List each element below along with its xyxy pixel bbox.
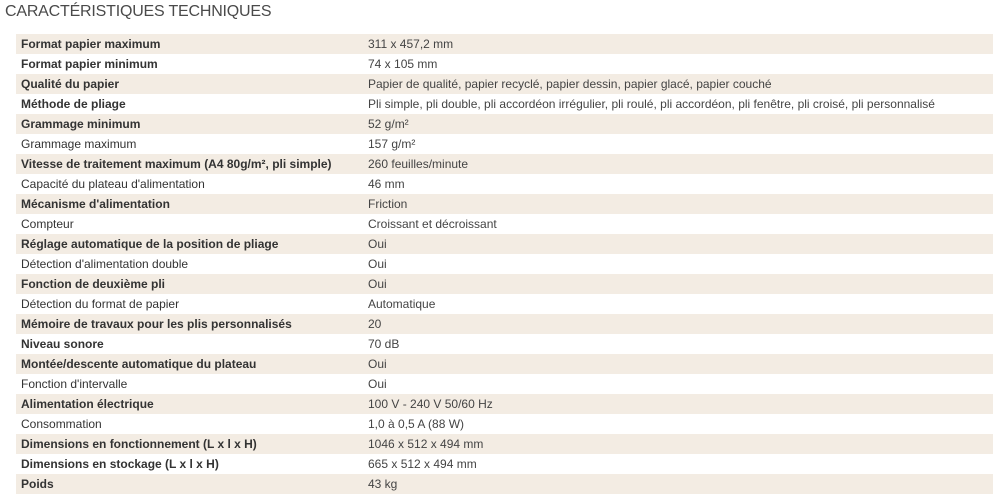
- specs-table: [16, 34, 993, 494]
- spec-value: Oui: [362, 234, 993, 254]
- spec-label: Mécanisme d'alimentation: [16, 194, 362, 214]
- spec-label: Format papier minimum: [16, 54, 362, 74]
- spec-value: 1,0 à 0,5 A (88 W): [362, 414, 993, 434]
- spec-row: [16, 314, 993, 334]
- spec-row: [16, 34, 993, 54]
- spec-row: [16, 94, 993, 114]
- spec-label: Alimentation électrique: [16, 394, 362, 414]
- spec-value: 260 feuilles/minute: [362, 154, 993, 174]
- spec-value: Friction: [362, 194, 993, 214]
- spec-value: 311 x 457,2 mm: [362, 34, 993, 54]
- spec-value: 665 x 512 x 494 mm: [362, 454, 993, 474]
- spec-row: [16, 354, 993, 374]
- spec-row: [16, 214, 993, 234]
- spec-row: [16, 394, 993, 414]
- spec-value: Croissant et décroissant: [362, 214, 993, 234]
- spec-label: Détection d'alimentation double: [16, 254, 362, 274]
- spec-value: Oui: [362, 274, 993, 294]
- spec-label: Détection du format de papier: [16, 294, 362, 314]
- spec-value: 20: [362, 314, 993, 334]
- spec-row: [16, 334, 993, 354]
- spec-value: 100 V - 240 V 50/60 Hz: [362, 394, 993, 414]
- spec-value: 157 g/m²: [362, 134, 993, 154]
- spec-label: Grammage maximum: [16, 134, 362, 154]
- spec-label: Grammage minimum: [16, 114, 362, 134]
- spec-row: [16, 294, 993, 314]
- spec-label: Méthode de pliage: [16, 94, 362, 114]
- spec-label: Poids: [16, 474, 362, 494]
- spec-value: 70 dB: [362, 334, 993, 354]
- spec-row: [16, 414, 993, 434]
- spec-value: Oui: [362, 254, 993, 274]
- spec-label: Compteur: [16, 214, 362, 234]
- spec-label: Qualité du papier: [16, 74, 362, 94]
- spec-value: Automatique: [362, 294, 993, 314]
- spec-label: Dimensions en stockage (L x l x H): [16, 454, 362, 474]
- spec-label: Dimensions en fonctionnement (L x l x H): [16, 434, 362, 454]
- spec-row: [16, 454, 993, 474]
- spec-value: 1046 x 512 x 494 mm: [362, 434, 993, 454]
- spec-label: Réglage automatique de la position de pliage: [16, 234, 362, 254]
- spec-row: [16, 174, 993, 194]
- spec-value: 52 g/m²: [362, 114, 993, 134]
- spec-label: Montée/descente automatique du plateau: [16, 354, 362, 374]
- spec-value: 74 x 105 mm: [362, 54, 993, 74]
- spec-row: [16, 234, 993, 254]
- spec-label: Fonction de deuxième pli: [16, 274, 362, 294]
- spec-row: [16, 274, 993, 294]
- spec-label: Format papier maximum: [16, 34, 362, 54]
- spec-row: [16, 74, 993, 94]
- spec-row: [16, 134, 993, 154]
- specs-table-body: [16, 34, 993, 494]
- section-title: CARACTÉRISTIQUES TECHNIQUES: [5, 3, 272, 20]
- spec-value: 46 mm: [362, 174, 993, 194]
- spec-value: 43 kg: [362, 474, 993, 494]
- spec-row: [16, 54, 993, 74]
- spec-row: [16, 194, 993, 214]
- spec-label: Capacité du plateau d'alimentation: [16, 174, 362, 194]
- spec-label: Vitesse de traitement maximum (A4 80g/m², pli simple): [16, 154, 362, 174]
- spec-row: [16, 254, 993, 274]
- spec-value: Pli simple, pli double, pli accordéon irrégulier, pli roulé, pli accordéon, pli fenêtre, pli croisé, pli personnalisé: [362, 94, 993, 114]
- spec-row: [16, 114, 993, 134]
- spec-row: [16, 434, 993, 454]
- spec-label: Fonction d'intervalle: [16, 374, 362, 394]
- spec-row: [16, 154, 993, 174]
- spec-label: Mémoire de travaux pour les plis personnalisés: [16, 314, 362, 334]
- spec-value: Oui: [362, 374, 993, 394]
- spec-row: [16, 474, 993, 494]
- spec-value: Oui: [362, 354, 993, 374]
- spec-row: [16, 374, 993, 394]
- spec-label: Niveau sonore: [16, 334, 362, 354]
- spec-label: Consommation: [16, 414, 362, 434]
- spec-value: Papier de qualité, papier recyclé, papier dessin, papier glacé, papier couché: [362, 74, 993, 94]
